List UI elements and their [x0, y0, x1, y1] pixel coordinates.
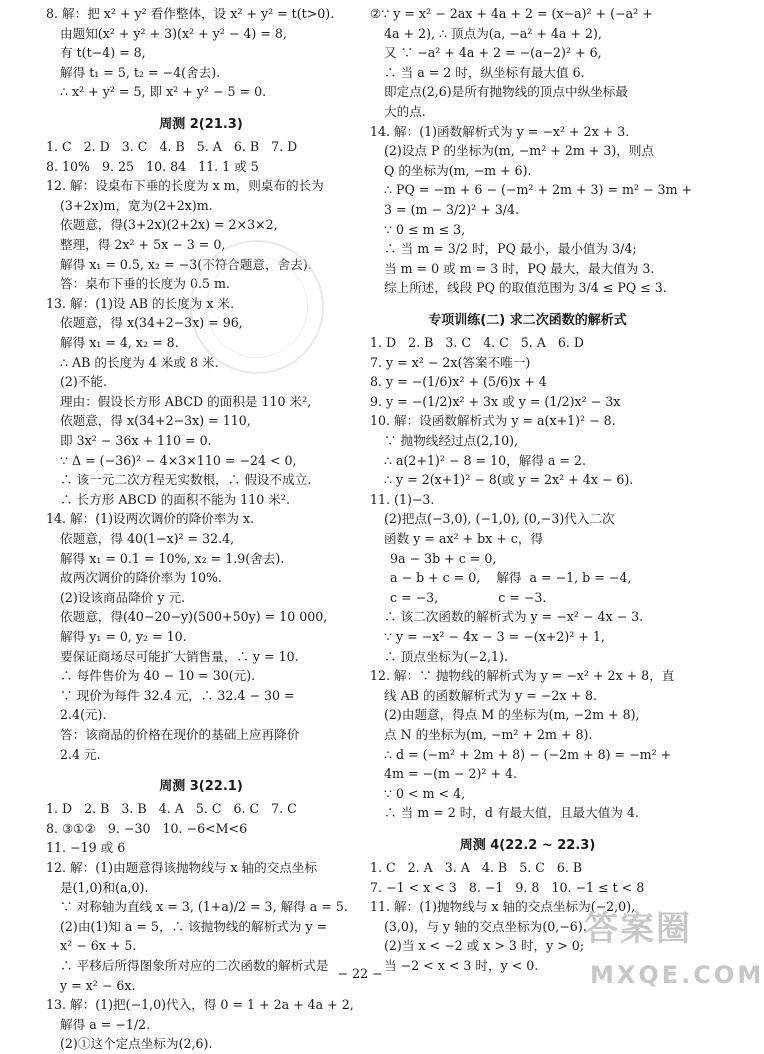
answer-line: (2)设点 P 的坐标为(m, −m² + 2m + 3)，则点	[384, 143, 655, 159]
answer-line: 9a − 3b + c = 0,	[390, 550, 497, 566]
answer-line: 解得 x₁ = 0.1 = 10%, x₂ = 1.9(舍去).	[60, 550, 285, 566]
answer-line: ∴ 顶点坐标为(−2,1).	[384, 648, 508, 664]
answer-line: a − b + c = 0, 解得 a = −1, b = −4,	[390, 570, 632, 586]
answer-line: ∴ AB 的长度为 4 米或 8 米.	[60, 354, 219, 370]
answer-line: (2)由题意，得点 M 的坐标为(m, −2m + 8),	[384, 707, 640, 723]
watermark-logo: 答案圈 MXQE.COM	[584, 909, 764, 989]
section-heading: 周测 2(21.3)	[159, 117, 243, 132]
answer-line: 依题意，得(3+2x)(2+2x) = 2×3×2,	[60, 217, 278, 233]
answer-line: 9. y = −(1/2)x² + 3x 或 y = (1/2)x² − 3x	[370, 393, 621, 409]
answer-line: 8. y = −(1/6)x² + (5/6)x + 4	[370, 374, 547, 390]
answer-line: ∵ Δ = (−36)² − 4×3×110 = −24 < 0,	[60, 452, 297, 468]
answer-line: 3 = (m − 3/2)² + 3/4.	[384, 202, 520, 217]
answer-line: 1. C 2. A 3. A 4. B 5. C 6. B	[370, 860, 583, 875]
answer-line: 点 N 的坐标为(m, −m² + 2m + 8).	[384, 727, 593, 742]
answer-line: ∴ 当 m = 3/2 时，PQ 最小，最小值为 3/4;	[384, 241, 637, 257]
answer-line: 12. 解：设桌布下垂的长度为 x m，则桌布的长为	[46, 178, 324, 194]
answer-line: 整理，得 2x² + 5x − 3 = 0,	[60, 237, 226, 252]
answer-line: 12. 解：∵ 抛物线的解析式为 y = −x² + 2x + 8，直	[370, 668, 675, 684]
answer-line: 11. 解：(1)抛物线与 x 轴的交点坐标为(−2,0),	[370, 899, 636, 915]
answer-line: 解得 a = −1/2.	[60, 1016, 151, 1032]
answer-line: (2)由(1)知 a = 5，∴ 该抛物线的解析式为 y =	[60, 918, 328, 934]
answer-line: ∵ 对称轴为直线 x = 3, (1+a)/2 = 3, 解得 a = 5.	[60, 899, 348, 915]
answer-line: ∴ x² + y² = 5, 即 x² + y² − 5 = 0.	[60, 84, 267, 100]
answer-line: 要保证商场尽可能扩大销售量，∴ y = 10.	[60, 648, 299, 664]
answer-line: 13. 解：(1)把(−1,0)代入，得 0 = 1 + 2a + 4a + 2,	[46, 997, 354, 1013]
answer-line: 7. −1 < x < 3 8. −1 9. 8 10. −1 ≤ t < 8	[370, 879, 645, 895]
answer-line: 8. ③①② 9. −30 10. −6<M<6	[46, 820, 248, 836]
answer-line: 10. 解：设函数解析式为 y = a(x+1)² − 8.	[370, 413, 616, 429]
answer-line: ∴ 该二次函数的解析式为 y = −x² − 4x − 3.	[384, 609, 644, 625]
answer-line: 依题意，得(40−20−y)(500+50y) = 10 000,	[60, 609, 328, 625]
section-heading: 周测 3(22.1)	[159, 779, 243, 795]
answer-line: 2.4 元.	[60, 746, 101, 762]
answer-line: 4m = −(m − 2)² + 4.	[384, 766, 518, 782]
answer-line: ∴ 当 a = 2 时，纵坐标有最大值 6.	[384, 64, 585, 80]
answer-line: 由题知(x² + y² + 3)(x² + y² − 4) = 8,	[60, 25, 287, 41]
answer-line: 综上所述，线段 PQ 的取值范围为 3/4 ≤ PQ ≤ 3.	[384, 280, 667, 296]
answer-line: (2)设该商品降价 y 元.	[60, 589, 186, 605]
answer-line: c = −3, c = −3.	[390, 589, 547, 605]
answer-line: ∴ 当 m = 2 时，d 有最大值，且最大值为 4.	[384, 805, 639, 821]
answer-line: 答：该商品的价格在现价的基础上应再降价	[60, 727, 300, 742]
answer-line: ∴ 每件售价为 40 − 10 = 30(元).	[60, 668, 256, 684]
answer-line: ∵ 0 < m < 4,	[384, 785, 466, 801]
answer-line: ∵ 现价为每件 32.4 元，∴ 32.4 − 30 =	[60, 687, 295, 703]
answer-line: 解得 x₁ = 4, x₂ = 8.	[60, 335, 179, 350]
answer-line: 又 ∵ −a² + 4a + 2 = −(a−2)² + 6,	[384, 45, 602, 61]
answer-line: 11. (1)−3.	[370, 491, 435, 507]
answer-line: 解得 t₁ = 5, t₂ = −4(舍去).	[60, 64, 221, 80]
answer-line: ∵ 抛物线经过点(2,10),	[384, 433, 519, 448]
answer-line: 解得 y₁ = 0, y₂ = 10.	[60, 629, 187, 644]
answer-line: 即定点(2,6)是所有抛物线的顶点中纵坐标最	[384, 84, 628, 100]
answer-line: 11. −19 或 6	[46, 840, 126, 856]
answer-line: 13. 解：(1)设 AB 的长度为 x 米.	[46, 295, 235, 311]
answer-line: 线 AB 的函数解析式为 y = −2x + 8.	[384, 687, 598, 703]
answer-line: 8. 10% 9. 25 10. 84 11. 1 或 5	[46, 158, 259, 174]
answer-line: Q 的坐标为(m, −m + 6).	[384, 162, 532, 178]
answer-line: 函数 y = ax² + bx + c，得	[384, 531, 544, 546]
answer-line: (3+2x)m，宽为(2+2x)m.	[60, 197, 213, 213]
answer-line: 大的点.	[384, 104, 426, 119]
answer-line: ∵ 0 ≤ m ≤ 3,	[384, 221, 466, 237]
answer-line: x² − 6x + 5.	[60, 938, 137, 954]
answer-line: 1. C 2. D 3. C 4. B 5. A 6. B 7. D	[46, 139, 298, 154]
answer-line: 依题意，得 x(34+2−3x) = 110,	[60, 413, 251, 429]
answer-line: ∴ y = 2(x+1)² − 8(或 y = 2x² + 4x − 6).	[384, 472, 634, 488]
answer-line: 依题意，得 x(34+2−3x) = 96,	[60, 315, 243, 331]
answer-line: ∴ 该一元二次方程无实数根，∴ 假设不成立.	[60, 472, 312, 488]
answer-line: (2)①这个定点坐标为(2,6).	[60, 1036, 213, 1052]
answer-line: ∴ PQ = −m + 6 − (−m² + 2m + 3) = m² − 3m +	[384, 182, 693, 198]
answer-line: 当 −2 < x < 3 时，y < 0.	[384, 958, 539, 973]
answer-line: ∵ y = −x² − 4x − 3 = −(x+2)² + 1,	[384, 629, 605, 644]
answer-line: (2)不能.	[60, 374, 108, 390]
answer-line: 理由：假设长方形 ABCD 的面积是 110 米²,	[60, 393, 312, 409]
answer-line: 1. D 2. B 3. B 4. A 5. C 6. C 7. C	[46, 801, 297, 817]
answer-line: (3,0)，与 y 轴的交点坐标为(0,−6).	[384, 918, 587, 934]
answer-line: 有 t(t−4) = 8,	[60, 45, 146, 61]
answer-line: ∴ d = (−m² + 2m + 8) − (−2m + 8) = −m² +	[384, 746, 672, 762]
answer-line: 即 3x² − 36x + 110 = 0.	[60, 433, 212, 448]
answer-line: ∴ 长方形 ABCD 的面积不能为 110 米².	[60, 491, 290, 507]
answer-line: ∴ 平移后所得图象所对应的二次函数的解析式是	[60, 958, 329, 973]
answer-line: 1. D 2. B 3. C 4. C 5. A 6. D	[370, 335, 584, 350]
answer-line: 12. 解：(1)由题意得该抛物线与 x 轴的交点坐标	[46, 860, 318, 875]
answer-line: 故两次调价的降价率为 10%.	[60, 570, 222, 586]
answer-line: 当 m = 0 或 m = 3 时，PQ 最大，最大值为 3.	[384, 260, 655, 276]
answer-line: ∴ a(2+1)² − 8 = 10，解得 a = 2.	[384, 452, 586, 468]
answer-line: 2.4(元).	[60, 707, 107, 723]
answer-line: 依题意，得 40(1−x)² = 32.4,	[60, 531, 235, 546]
background-seal	[190, 240, 324, 374]
page-number: − 22 −	[337, 966, 383, 981]
answer-line: 4a + 2), ∴ 顶点为(a, −a² + 4a + 2),	[384, 25, 602, 41]
answer-line: 解得 x₁ = 0.5, x₂ = −3(不符合题意，舍去).	[60, 256, 312, 272]
answer-line: (2)当 x < −2 或 x > 3 时，y > 0;	[384, 938, 585, 954]
answer-line: y = x² − 6x.	[60, 977, 136, 993]
answer-line: ②∵ y = x² − 2ax + 4a + 2 = (x−a)² + (−a² +	[370, 6, 653, 21]
answer-line: 答：桌布下垂的长度为 0.5 m.	[60, 276, 230, 292]
answer-line: 7. y = x² − 2x(答案不唯一)	[370, 354, 531, 370]
answer-line: 14. 解：(1)函数解析式为 y = −x² + 2x + 3.	[370, 123, 630, 139]
section-heading: 专项训练(二) 求二次函数的解析式	[428, 313, 627, 328]
answer-line: 8. 解：把 x² + y² 看作整体，设 x² + y² = t(t>0).	[46, 6, 335, 21]
answer-line: 是(1,0)和(a,0).	[60, 879, 149, 895]
answer-line: 14. 解：(1)设两次调价的降价率为 x.	[46, 511, 255, 527]
answer-line: (2)把点(−3,0), (−1,0), (0,−3)代入二次	[384, 511, 615, 527]
section-heading: 周测 4(22.2 ~ 22.3)	[459, 838, 596, 853]
